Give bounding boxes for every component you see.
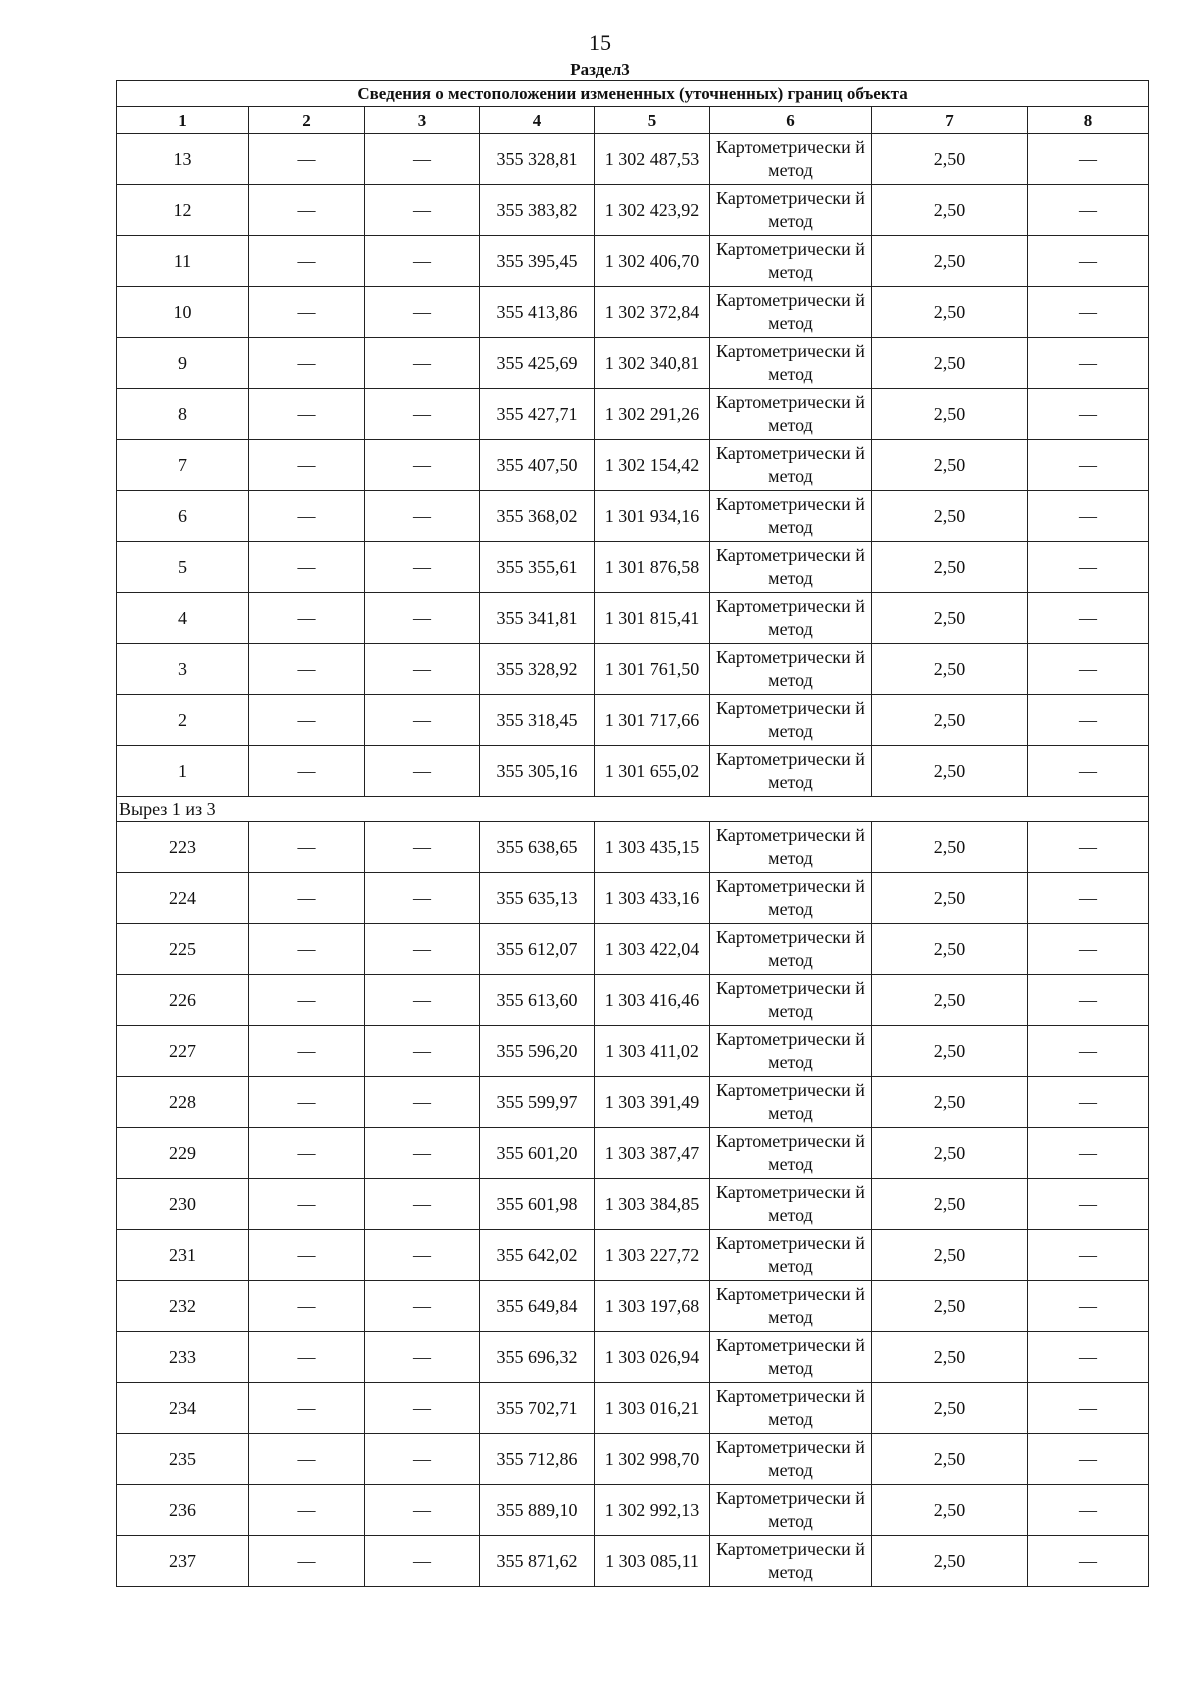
cutout-label-row (117, 797, 1149, 822)
table-cell-col-5: 1 303 435,15 (595, 822, 710, 873)
table-cell-col-7: 2,50 (872, 593, 1028, 644)
column-number-header: 2 (249, 107, 365, 134)
table-cell-col-4: 355 427,71 (480, 389, 595, 440)
table-row (117, 440, 1149, 491)
table-cell-col-4: 355 889,10 (480, 1485, 595, 1536)
table-cell-col-2: — (249, 822, 365, 873)
table-cell-col-5: 1 302 992,13 (595, 1485, 710, 1536)
table-cell-col-5: 1 302 998,70 (595, 1434, 710, 1485)
table-cell-col-3: — (365, 1383, 480, 1434)
table-cell-col-3: — (365, 1128, 480, 1179)
table-row (117, 593, 1149, 644)
table-cell-col-3: — (365, 873, 480, 924)
table-cell-col-8: — (1028, 873, 1149, 924)
table-cell-col-6: Картометрически й метод (710, 1128, 872, 1179)
table-cell-col-8: — (1028, 1230, 1149, 1281)
table-cell-col-3: — (365, 1026, 480, 1077)
table-cell-col-7: 2,50 (872, 185, 1028, 236)
table-cell-col-3: — (365, 1536, 480, 1587)
table-cell-col-4: 355 635,13 (480, 873, 595, 924)
table-cell-col-3: — (365, 287, 480, 338)
table-cell-col-4: 355 601,98 (480, 1179, 595, 1230)
column-number-header: 1 (117, 107, 249, 134)
table-cell-col-7: 2,50 (872, 975, 1028, 1026)
table-row (117, 822, 1149, 873)
table-cell-col-4: 355 642,02 (480, 1230, 595, 1281)
table-cell-col-2: — (249, 1536, 365, 1587)
table-row (117, 695, 1149, 746)
table-cell-col-8: — (1028, 338, 1149, 389)
table-cell-col-7: 2,50 (872, 134, 1028, 185)
table-cell-col-6: Картометрически й метод (710, 644, 872, 695)
table-cell-col-5: 1 301 761,50 (595, 644, 710, 695)
table-cell-col-1: 12 (117, 185, 249, 236)
table-cell-col-3: — (365, 746, 480, 797)
table-cell-col-5: 1 302 423,92 (595, 185, 710, 236)
table-cell-col-6: Картометрически й метод (710, 542, 872, 593)
table-cell-col-1: 229 (117, 1128, 249, 1179)
table-cell-col-4: 355 638,65 (480, 822, 595, 873)
table-cell-col-4: 355 599,97 (480, 1077, 595, 1128)
table-cell-col-5: 1 303 387,47 (595, 1128, 710, 1179)
table-cell-col-1: 6 (117, 491, 249, 542)
table-cell-col-5: 1 303 227,72 (595, 1230, 710, 1281)
table-cell-col-8: — (1028, 975, 1149, 1026)
table-cell-col-5: 1 303 026,94 (595, 1332, 710, 1383)
table-cell-col-8: — (1028, 644, 1149, 695)
table-cell-col-1: 1 (117, 746, 249, 797)
table-cell-col-1: 230 (117, 1179, 249, 1230)
table-cell-col-7: 2,50 (872, 1230, 1028, 1281)
table-cell-col-3: — (365, 236, 480, 287)
table-caption: Сведения о местоположении измененных (уточненных) границ объекта (117, 81, 1149, 107)
table-cell-col-4: 355 305,16 (480, 746, 595, 797)
table-cell-col-5: 1 302 372,84 (595, 287, 710, 338)
table-cell-col-5: 1 302 487,53 (595, 134, 710, 185)
table-row (117, 1485, 1149, 1536)
table-cell-col-5: 1 303 433,16 (595, 873, 710, 924)
table-cell-col-8: — (1028, 287, 1149, 338)
table-row (117, 185, 1149, 236)
table-cell-col-8: — (1028, 924, 1149, 975)
table-cell-col-1: 233 (117, 1332, 249, 1383)
table-cell-col-7: 2,50 (872, 236, 1028, 287)
table-cell-col-6: Картометрически й метод (710, 185, 872, 236)
table-cell-col-5: 1 302 154,42 (595, 440, 710, 491)
table-cell-col-2: — (249, 440, 365, 491)
table-cell-col-1: 236 (117, 1485, 249, 1536)
table-cell-col-3: — (365, 695, 480, 746)
table-cell-col-2: — (249, 287, 365, 338)
table-cell-col-1: 226 (117, 975, 249, 1026)
table-cell-col-4: 355 407,50 (480, 440, 595, 491)
table-row (117, 975, 1149, 1026)
table-cell-col-4: 355 649,84 (480, 1281, 595, 1332)
table-cell-col-8: — (1028, 134, 1149, 185)
table-body (117, 81, 1149, 1587)
table-cell-col-1: 223 (117, 822, 249, 873)
table-cell-col-6: Картометрически й метод (710, 1332, 872, 1383)
table-cell-col-8: — (1028, 491, 1149, 542)
table-cell-col-7: 2,50 (872, 1434, 1028, 1485)
table-row (117, 1128, 1149, 1179)
table-cell-col-4: 355 368,02 (480, 491, 595, 542)
table-cell-col-7: 2,50 (872, 1281, 1028, 1332)
table-cell-col-4: 355 613,60 (480, 975, 595, 1026)
table-cell-col-6: Картометрически й метод (710, 924, 872, 975)
table-cell-col-7: 2,50 (872, 746, 1028, 797)
table-row (117, 1434, 1149, 1485)
table-cell-col-7: 2,50 (872, 389, 1028, 440)
column-number-header: 6 (710, 107, 872, 134)
table-cell-col-4: 355 712,86 (480, 1434, 595, 1485)
table-cell-col-4: 355 702,71 (480, 1383, 595, 1434)
table-cell-col-1: 224 (117, 873, 249, 924)
table-cell-col-6: Картометрически й метод (710, 746, 872, 797)
table-cell-col-5: 1 303 384,85 (595, 1179, 710, 1230)
table-cell-col-3: — (365, 134, 480, 185)
table-cell-col-2: — (249, 1179, 365, 1230)
table-cell-col-7: 2,50 (872, 542, 1028, 593)
table-cell-col-4: 355 328,81 (480, 134, 595, 185)
table-cell-col-4: 355 328,92 (480, 644, 595, 695)
table-cell-col-8: — (1028, 695, 1149, 746)
column-number-row (117, 107, 1149, 134)
table-row (117, 1230, 1149, 1281)
table-cell-col-5: 1 303 016,21 (595, 1383, 710, 1434)
table-row (117, 134, 1149, 185)
table-cell-col-5: 1 303 411,02 (595, 1026, 710, 1077)
table-cell-col-6: Картометрически й метод (710, 1077, 872, 1128)
table-cell-col-8: — (1028, 593, 1149, 644)
table-cell-col-1: 5 (117, 542, 249, 593)
table-cell-col-7: 2,50 (872, 924, 1028, 975)
table-cell-col-2: — (249, 924, 365, 975)
table-cell-col-7: 2,50 (872, 1536, 1028, 1587)
table-cell-col-3: — (365, 822, 480, 873)
table-cell-col-8: — (1028, 1536, 1149, 1587)
table-cell-col-8: — (1028, 185, 1149, 236)
table-cell-col-3: — (365, 975, 480, 1026)
table-cell-col-3: — (365, 491, 480, 542)
table-cell-col-1: 235 (117, 1434, 249, 1485)
table-cell-col-2: — (249, 185, 365, 236)
table-cell-col-4: 355 425,69 (480, 338, 595, 389)
table-cell-col-3: — (365, 338, 480, 389)
table-cell-col-7: 2,50 (872, 440, 1028, 491)
table-cell-col-6: Картометрически й метод (710, 1230, 872, 1281)
table-cell-col-7: 2,50 (872, 1485, 1028, 1536)
table-cell-col-5: 1 302 291,26 (595, 389, 710, 440)
table-cell-col-1: 237 (117, 1536, 249, 1587)
table-cell-col-2: — (249, 236, 365, 287)
table-cell-col-3: — (365, 1077, 480, 1128)
table-cell-col-5: 1 301 717,66 (595, 695, 710, 746)
table-cell-col-8: — (1028, 542, 1149, 593)
table-cell-col-3: — (365, 1179, 480, 1230)
table-row (117, 542, 1149, 593)
section-title: Раздел3 (570, 60, 630, 79)
table-cell-col-7: 2,50 (872, 1332, 1028, 1383)
table-cell-col-2: — (249, 644, 365, 695)
table-cell-col-5: 1 303 416,46 (595, 975, 710, 1026)
table-row (117, 338, 1149, 389)
table-cell-col-6: Картометрически й метод (710, 822, 872, 873)
table-cell-col-6: Картометрически й метод (710, 1179, 872, 1230)
table-cell-col-8: — (1028, 1485, 1149, 1536)
table-cell-col-2: — (249, 1383, 365, 1434)
table-cell-col-6: Картометрически й метод (710, 695, 872, 746)
table-cell-col-2: — (249, 873, 365, 924)
table-cell-col-3: — (365, 185, 480, 236)
table-cell-col-1: 7 (117, 440, 249, 491)
table-cell-col-3: — (365, 1281, 480, 1332)
table-cell-col-1: 227 (117, 1026, 249, 1077)
table-cell-col-3: — (365, 1230, 480, 1281)
table-row (117, 1536, 1149, 1587)
table-cell-col-4: 355 318,45 (480, 695, 595, 746)
table-cell-col-6: Картометрически й метод (710, 873, 872, 924)
table-cell-col-8: — (1028, 1332, 1149, 1383)
table-cell-col-3: — (365, 644, 480, 695)
table-cell-col-8: — (1028, 822, 1149, 873)
table-cell-col-6: Картометрически й метод (710, 1026, 872, 1077)
table-cell-col-1: 228 (117, 1077, 249, 1128)
table-cell-col-5: 1 301 815,41 (595, 593, 710, 644)
table-cell-col-2: — (249, 1128, 365, 1179)
column-number-header: 3 (365, 107, 480, 134)
table-cell-col-8: — (1028, 1383, 1149, 1434)
table-cell-col-2: — (249, 746, 365, 797)
table-cell-col-7: 2,50 (872, 338, 1028, 389)
table-cell-col-8: — (1028, 440, 1149, 491)
table-cell-col-2: — (249, 975, 365, 1026)
table-row (117, 873, 1149, 924)
table-cell-col-6: Картометрически й метод (710, 1536, 872, 1587)
table-row (117, 1026, 1149, 1077)
table-cell-col-7: 2,50 (872, 1026, 1028, 1077)
table-cell-col-8: — (1028, 1281, 1149, 1332)
table-row (117, 287, 1149, 338)
table-cell-col-8: — (1028, 1434, 1149, 1485)
table-cell-col-8: — (1028, 746, 1149, 797)
table-cell-col-4: 355 871,62 (480, 1536, 595, 1587)
table-cell-col-2: — (249, 389, 365, 440)
table-cell-col-2: — (249, 491, 365, 542)
table-cell-col-1: 225 (117, 924, 249, 975)
table-cell-col-2: — (249, 1230, 365, 1281)
table-cell-col-3: — (365, 593, 480, 644)
table-cell-col-3: — (365, 542, 480, 593)
table-row (117, 1077, 1149, 1128)
table-cell-col-2: — (249, 695, 365, 746)
table-row (117, 236, 1149, 287)
table-cell-col-7: 2,50 (872, 822, 1028, 873)
table-cell-col-2: — (249, 1026, 365, 1077)
cutout-label: Вырез 1 из 3 (117, 797, 1149, 822)
table-cell-col-1: 8 (117, 389, 249, 440)
table-cell-col-5: 1 301 655,02 (595, 746, 710, 797)
table-cell-col-6: Картометрически й метод (710, 1281, 872, 1332)
table-cell-col-6: Картометрически й метод (710, 338, 872, 389)
table-cell-col-3: — (365, 389, 480, 440)
table-cell-col-4: 355 612,07 (480, 924, 595, 975)
table-cell-col-6: Картометрически й метод (710, 134, 872, 185)
column-number-header: 5 (595, 107, 710, 134)
table-cell-col-1: 234 (117, 1383, 249, 1434)
table-cell-col-2: — (249, 593, 365, 644)
table-row (117, 491, 1149, 542)
table-cell-col-4: 355 413,86 (480, 287, 595, 338)
table-caption-row (117, 81, 1149, 107)
table-cell-col-6: Картометрически й метод (710, 1485, 872, 1536)
table-cell-col-1: 4 (117, 593, 249, 644)
table-cell-col-3: — (365, 1434, 480, 1485)
table-cell-col-7: 2,50 (872, 695, 1028, 746)
table-cell-col-5: 1 303 085,11 (595, 1536, 710, 1587)
table-cell-col-6: Картометрически й метод (710, 1434, 872, 1485)
table-cell-col-4: 355 601,20 (480, 1128, 595, 1179)
table-cell-col-2: — (249, 1077, 365, 1128)
table-cell-col-6: Картометрически й метод (710, 440, 872, 491)
table-cell-col-8: — (1028, 1077, 1149, 1128)
table-cell-col-1: 11 (117, 236, 249, 287)
table-cell-col-5: 1 303 391,49 (595, 1077, 710, 1128)
table-cell-col-7: 2,50 (872, 491, 1028, 542)
table-row (117, 389, 1149, 440)
table-cell-col-3: — (365, 440, 480, 491)
table-cell-col-1: 3 (117, 644, 249, 695)
table-cell-col-1: 10 (117, 287, 249, 338)
table-row (117, 644, 1149, 695)
table-cell-col-7: 2,50 (872, 1128, 1028, 1179)
table-cell-col-5: 1 302 406,70 (595, 236, 710, 287)
table-cell-col-8: — (1028, 236, 1149, 287)
table-cell-col-6: Картометрически й метод (710, 236, 872, 287)
table-cell-col-7: 2,50 (872, 1077, 1028, 1128)
table-cell-col-1: 9 (117, 338, 249, 389)
table-cell-col-4: 355 596,20 (480, 1026, 595, 1077)
table-cell-col-5: 1 301 934,16 (595, 491, 710, 542)
table-cell-col-2: — (249, 1332, 365, 1383)
boundary-coordinates-table (116, 80, 1149, 1587)
table-cell-col-6: Картометрически й метод (710, 287, 872, 338)
table-cell-col-8: — (1028, 1179, 1149, 1230)
table-row (117, 1281, 1149, 1332)
table-cell-col-2: — (249, 542, 365, 593)
table-cell-col-1: 232 (117, 1281, 249, 1332)
table-cell-col-7: 2,50 (872, 1383, 1028, 1434)
table-row (117, 746, 1149, 797)
table-cell-col-5: 1 303 422,04 (595, 924, 710, 975)
table-row (117, 924, 1149, 975)
column-number-header: 8 (1028, 107, 1149, 134)
table-cell-col-4: 355 383,82 (480, 185, 595, 236)
table-cell-col-5: 1 303 197,68 (595, 1281, 710, 1332)
table-row (117, 1383, 1149, 1434)
table-cell-col-4: 355 341,81 (480, 593, 595, 644)
table-cell-col-2: — (249, 1485, 365, 1536)
column-number-header: 7 (872, 107, 1028, 134)
table-cell-col-8: — (1028, 1026, 1149, 1077)
table-cell-col-1: 231 (117, 1230, 249, 1281)
table-cell-col-7: 2,50 (872, 1179, 1028, 1230)
table-cell-col-3: — (365, 924, 480, 975)
table-cell-col-6: Картометрически й метод (710, 389, 872, 440)
table-cell-col-5: 1 302 340,81 (595, 338, 710, 389)
table-cell-col-2: — (249, 338, 365, 389)
table-cell-col-8: — (1028, 389, 1149, 440)
table-cell-col-6: Картометрически й метод (710, 1383, 872, 1434)
table-cell-col-1: 2 (117, 695, 249, 746)
table-cell-col-2: — (249, 134, 365, 185)
table-cell-col-3: — (365, 1485, 480, 1536)
table-cell-col-7: 2,50 (872, 287, 1028, 338)
table-cell-col-4: 355 395,45 (480, 236, 595, 287)
table-cell-col-5: 1 301 876,58 (595, 542, 710, 593)
table-cell-col-7: 2,50 (872, 873, 1028, 924)
table-cell-col-4: 355 696,32 (480, 1332, 595, 1383)
table-cell-col-4: 355 355,61 (480, 542, 595, 593)
page-number: 15 (589, 30, 611, 55)
table-cell-col-6: Картометрически й метод (710, 975, 872, 1026)
table-cell-col-2: — (249, 1281, 365, 1332)
table-cell-col-7: 2,50 (872, 644, 1028, 695)
table-cell-col-2: — (249, 1434, 365, 1485)
table-cell-col-6: Картометрически й метод (710, 593, 872, 644)
column-number-header: 4 (480, 107, 595, 134)
table-row (117, 1332, 1149, 1383)
table-row (117, 1179, 1149, 1230)
table-cell-col-3: — (365, 1332, 480, 1383)
table-cell-col-1: 13 (117, 134, 249, 185)
table-cell-col-6: Картометрически й метод (710, 491, 872, 542)
table-cell-col-8: — (1028, 1128, 1149, 1179)
